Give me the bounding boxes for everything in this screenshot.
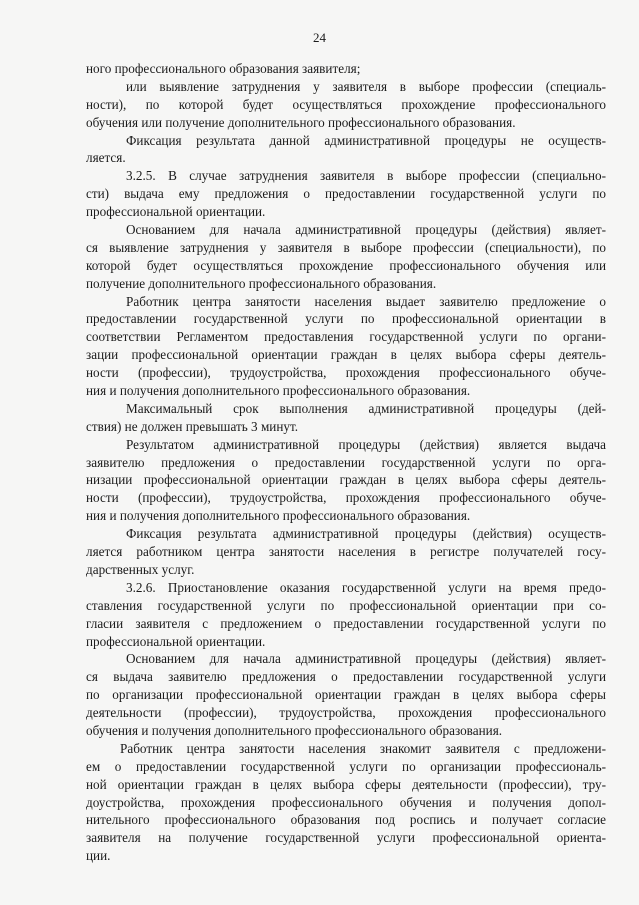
text-line: Результатом административной процедуры (действия) является выдача — [126, 436, 606, 452]
text-line: гласии заявителя с предложением о предоставлении государственной услуги по — [86, 615, 606, 631]
text-line: 3.2.5. В случае затруднения заявителя в выборе профессии (специально- — [126, 168, 606, 184]
text-line: ся выдача заявителю предложения о предоставлении государственной услуги — [86, 669, 606, 685]
text-line: ности (профессии), трудоустройства, прохождения профессионального обуче- — [86, 490, 606, 506]
text-line: ствия) не должен превышать 3 минут. — [86, 418, 299, 434]
text-line: профессиональной ориентации. — [86, 633, 266, 649]
text-line: ем о предоставлении государственной услуги по организации профессиональ- — [86, 758, 606, 774]
text-line: ции. — [86, 848, 111, 864]
text-line: предоставлении государственной услуги по профессиональной ориентации в — [86, 311, 606, 327]
text-line: заявителю предложения о предоставлении государственной услуги по орга- — [86, 454, 606, 470]
text-line: зации профессиональной ориентации граждан в целях выбора сферы деятель- — [86, 347, 606, 363]
text-line: сти) выдача ему предложения о предоставлении государственной услуги по — [86, 186, 606, 202]
text-line: или выявление затруднения у заявителя в выборе профессии (специаль- — [126, 78, 606, 94]
text-line: дарственных услуг. — [86, 561, 195, 577]
text-line: Работник центра занятости населения выдает заявителю предложение о — [126, 293, 606, 309]
text-line: деятельности (профессии), трудоустройства, прохождения профессионального — [86, 705, 606, 721]
text-line: получение дополнительного профессионального образования. — [86, 275, 437, 291]
text-line: соответствии Регламентом предоставления государственной услуги по органи- — [86, 329, 606, 345]
text-line: заявителя на получение государственной услуги профессиональной ориента- — [86, 830, 606, 846]
text-line: Работник центра занятости населения знакомит заявителя с предложени- — [120, 740, 606, 756]
page-number: 24 — [313, 30, 326, 45]
text-line: ности), по которой будет осуществляться прохождение профессионального — [86, 96, 606, 112]
document-body — [86, 60, 606, 865]
text-line: обучения или получение дополнительного профессионального образования. — [86, 114, 516, 130]
text-line: Максимальный срок выполнения административной процедуры (дей- — [126, 400, 606, 416]
text-line: которой будет осуществляться прохождение профессионального обучения или — [86, 257, 606, 273]
text-line: ния и получения дополнительного профессионального образования. — [86, 508, 471, 524]
text-line: профессиональной ориентации. — [86, 204, 266, 220]
text-line: ставления государственной услуги по профессиональной ориентации при со- — [86, 597, 606, 613]
text-line: ной ориентации граждан в целях выбора сферы деятельности (профессии), тру- — [86, 776, 606, 792]
text-line: по организации профессиональной ориентации граждан в целях выбора сферы — [86, 687, 606, 703]
text-line: ляется. — [86, 150, 126, 166]
text-line: Основанием для начала административной процедуры (действия) являет- — [126, 651, 606, 667]
text-line: ся выявление затруднения у заявителя в выборе профессии (специальности), по — [86, 239, 606, 255]
text-line: ности (профессии), трудоустройства, прохождения профессионального обуче- — [86, 365, 606, 381]
text-line: ного профессионального образования заявителя; — [86, 61, 361, 76]
text-line: Основанием для начала административной процедуры (действия) являет- — [126, 222, 606, 238]
text-line: низации профессиональной ориентации граждан в целях выбора сферы деятель- — [86, 472, 606, 488]
text-line: обучения и получения дополнительного профессионального образования. — [86, 722, 503, 738]
text-line: Фиксация результата административной процедуры (действия) осуществ- — [126, 526, 606, 542]
text-line: Фиксация результата данной административной процедуры не осуществ- — [126, 132, 606, 148]
text-line: нительного профессионального образования под роспись и получает согласие — [86, 812, 606, 828]
text-line: 3.2.6. Приостановление оказания государственной услуги на время предо- — [126, 579, 606, 595]
text-line: ния и получения дополнительного профессионального образования. — [86, 383, 471, 399]
text-line: ляется работником центра занятости населения в регистре получателей госу- — [86, 544, 606, 560]
text-line: доустройства, прохождения профессионального обучения и получения допол- — [86, 794, 606, 810]
